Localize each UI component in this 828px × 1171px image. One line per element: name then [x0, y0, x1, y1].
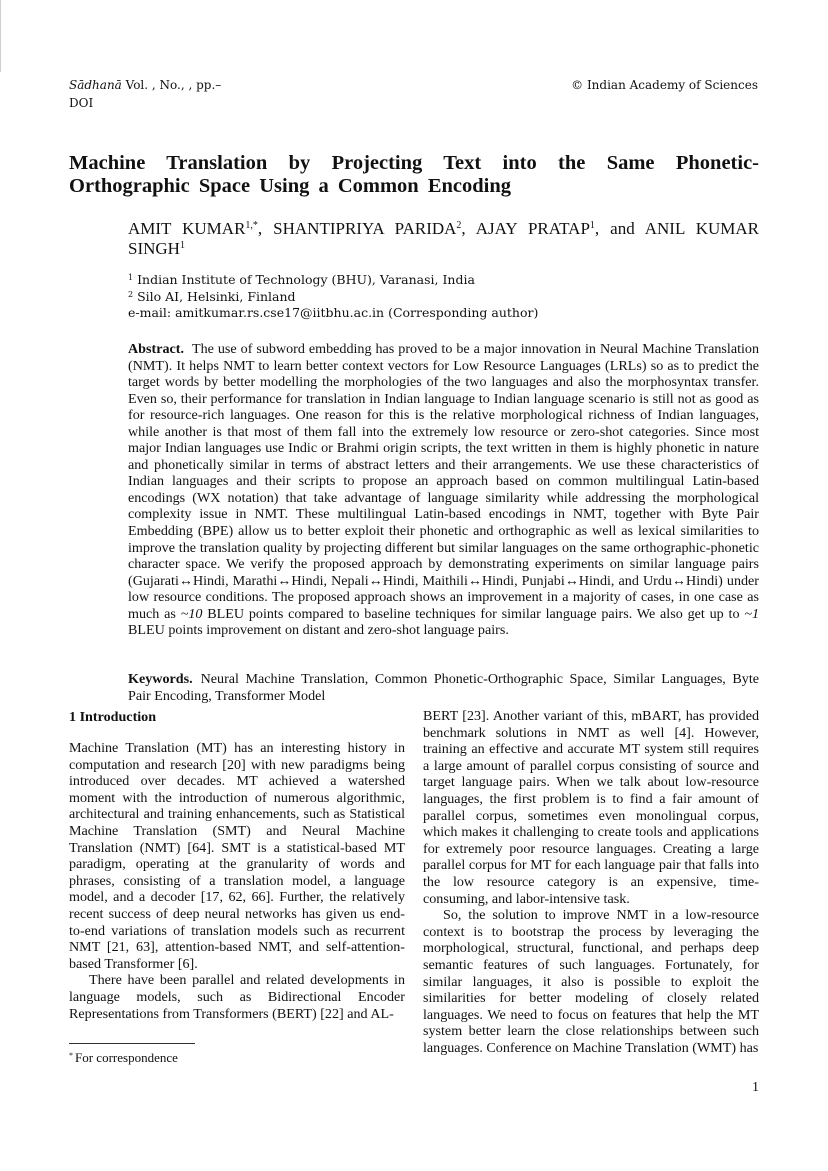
- body-paragraph: So, the solution to improve NMT in a low-resource context is to bootstrap the process by leveraging the morphological, structural, functional, and perhaps deep semantic features of such languages. Fortunately, for similar languages, it also is possible to exploit the similarities for better modeling of closely related languages. We need to focus on features that help the MT system better learn the close relationships between such languages. Conference on Machine Translation (WMT) has: [423, 907, 759, 1056]
- section-heading: 1 Introduction: [69, 709, 157, 725]
- author-affil-mark: 1: [179, 240, 185, 251]
- keywords-text: Neural Machine Translation, Common Phonetic-Orthographic Space, Similar Languages, Byte Pair Encoding, Transformer Model: [128, 671, 759, 704]
- author-affil-mark: 1,*: [245, 220, 258, 231]
- volume-info: Vol. , No., , pp.–: [121, 78, 222, 92]
- right-column: [423, 708, 759, 1056]
- footnote: [69, 1050, 178, 1066]
- affiliation-line: [128, 289, 759, 306]
- author-name: AMIT KUMAR: [128, 219, 246, 238]
- footnote-mark: *: [69, 1051, 73, 1060]
- paper-title: Machine Translation by Projecting Text into the Same Phonetic-Orthographic Space Using a Common Encoding: [69, 152, 759, 197]
- author-affil-mark: 2: [456, 220, 462, 231]
- journal-header: [69, 76, 221, 112]
- affiliation-text: Indian Institute of Technology (BHU), Varanasi, India: [137, 272, 475, 287]
- author-separator: , and: [594, 219, 645, 238]
- abstract-text: BLEU points improvement on distant and zero-shot language pairs.: [128, 622, 509, 639]
- footnote-rule: [69, 1043, 195, 1044]
- author-name: AJAY PRATAP: [475, 219, 590, 238]
- footnote-text: For correspondence: [75, 1050, 178, 1065]
- abstract-emphasis: ~10: [180, 605, 203, 622]
- author-name: SHANTIPRIYA PARIDA: [273, 219, 457, 238]
- abstract-emphasis: ~1: [744, 605, 759, 622]
- publisher-label: © Indian Academy of Sciences: [571, 78, 758, 92]
- author-separator: ,: [257, 219, 274, 238]
- body-paragraph: There have been parallel and related developments in language models, such as Bidirectional Encoder Representations from Transformers (BERT) [22] and AL-: [69, 972, 405, 1022]
- affiliations: [128, 272, 759, 322]
- affiliation-mark: 1: [128, 273, 134, 282]
- affiliation-line: [128, 272, 759, 289]
- affiliation-text: Silo AI, Helsinki, Finland: [137, 288, 296, 304]
- page-number: 1: [752, 1080, 759, 1095]
- page-edge-line: [0, 0, 1, 72]
- author-name: ANIL KUMAR SINGH: [128, 219, 759, 258]
- keywords-label: Keywords.: [128, 671, 193, 687]
- abstract-text: The use of subword embedding has proved to be a major innovation in Neural Machine Translation (NMT). It helps NMT to learn better context vectors for Low Resource Languages (LRLs) so as to predict the target words by better modelling the morphologies of the two languages and also the morphosyntax transfer. Even so, their performance for translation in Indian language to Indian language scenario is still not as good as for resource-rich languages. One reason for this is the relative morphological richness of Indian languages, while another is that most of them fall into the extremely low resource or zero-shot categories. Since most major Indian languages use Indic or Brahmi origin scripts, the text written in them is highly phonetic in nature and phonetically similar in terms of abstract letters and their arrangements. We use these characteristics of Indian languages and their scripts to propose an approach based on common multilingual Latin-based encodings (WX notation) that take advantage of language similarity while addressing the morphological complexity issue in NMT. These multilingual Latin-based encodings in NMT, together with Byte Pair Embedding (BPE) allow us to better exploit their phonetic and orthographic as well as lexical similarities to improve the translation quality by projecting different but similar languages on the same orthographic-phonetic character space. We verify the proposed approach by demonstrating experiments on similar language pairs (Gujarati↔Hindi, Marathi↔Hindi, Nepali↔Hindi, Maithili↔Hindi, Punjabi↔Hindi, and Urdu↔Hindi) under low resource conditions. The proposed approach shows an improvement in a majority of cases, in one case as much as: [128, 341, 759, 622]
- journal-name: Sādhanā: [69, 78, 122, 92]
- abstract-label: Abstract.: [128, 341, 184, 357]
- email-line: e-mail: amitkumar.rs.cse17@iitbhu.ac.in (Corresponding author): [128, 305, 539, 320]
- doi-label: DOI: [69, 96, 94, 110]
- affiliation-mark: 2: [128, 289, 134, 299]
- author-separator: ,: [461, 219, 476, 238]
- author-affil-mark: 1: [589, 220, 595, 231]
- body-paragraph: Machine Translation (MT) has an interesting history in computation and research [20] with new paradigms being introduced over decades. MT achieved a watershed moment with the introduction of numerous algorithmic, architectural and training enhancements, such as Statistical Machine Translation (SMT) and Neural Machine Translation (NMT) [64]. SMT is a statistical-based MT paradigm, operating at the granularity of words and phrases, consisting of a translation model, a language model, and a decoder [17, 62, 66]. Further, the relatively recent success of deep neural networks has given us end-to-end variations of translation models such as recurrent NMT [21, 63], attention-based NMT, and self-attention-based Transformer [6].: [69, 740, 405, 972]
- author-list: [128, 219, 759, 259]
- abstract: [128, 341, 759, 639]
- body-paragraph: BERT [23]. Another variant of this, mBART, has provided benchmark solutions in NMT as well [4]. However, training an effective and accurate MT system still requires a large amount of parallel corpus consisting of source and target language pairs. When we talk about low-resource languages, the first problem is to find a fair amount of parallel corpus, sometimes even monolingual corpus, which makes it challenging to create tools and applications for extremely poor resource languages. Creating a large parallel corpus for MT for each language pair that falls into the low resource category is an expensive, time-consuming, and labor-intensive task.: [423, 708, 759, 907]
- abstract-text: BLEU points compared to baseline techniques for similar language pairs. We also get up to: [202, 605, 745, 622]
- left-column: [69, 708, 405, 1022]
- keywords: [128, 671, 759, 704]
